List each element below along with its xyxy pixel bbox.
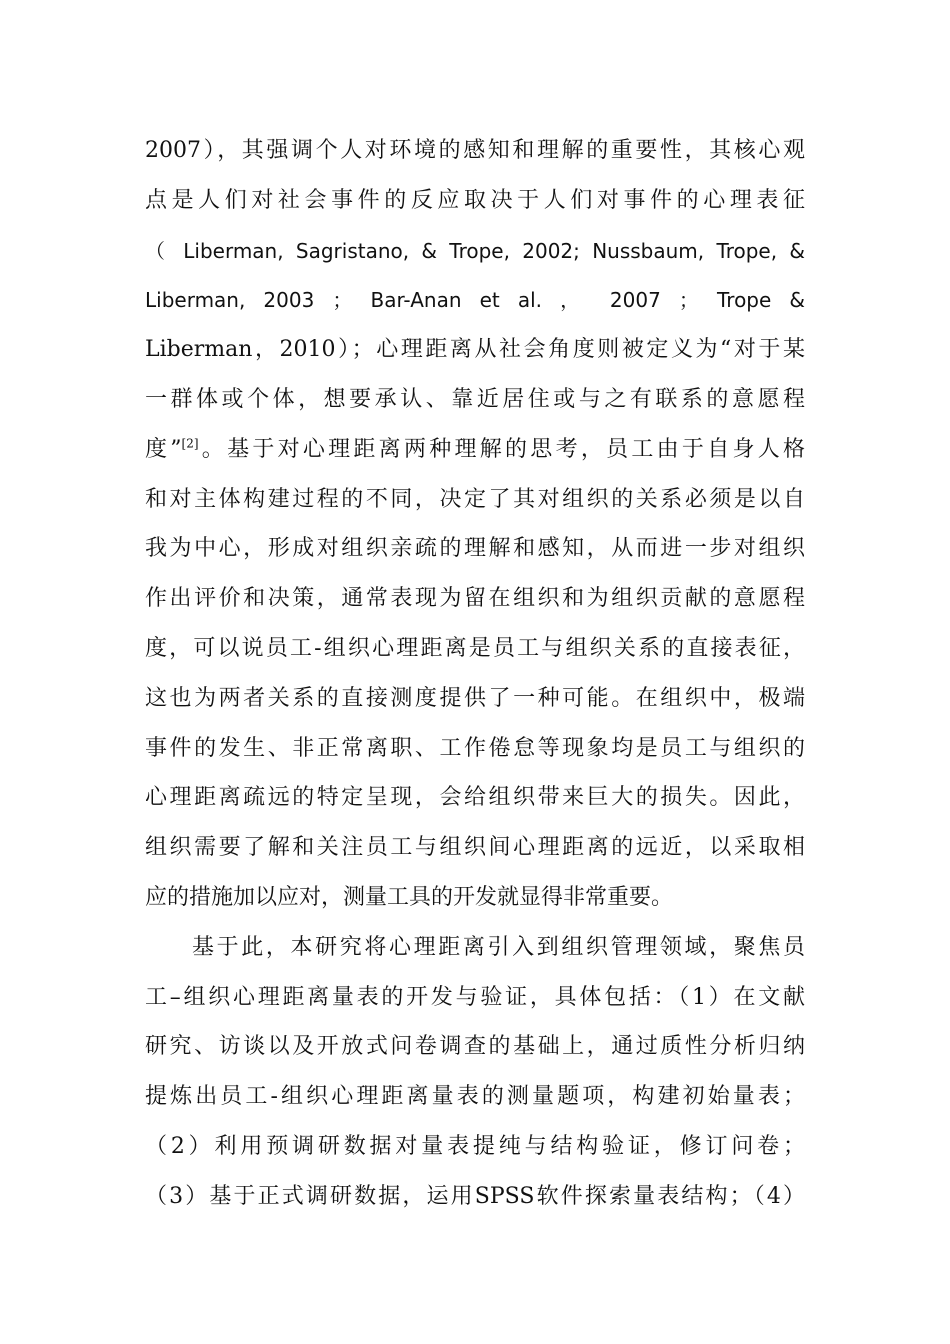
text-line-content: 应的措施加以应对，测量工具的开发就显得非常重要。 [145, 885, 674, 910]
text-line [145, 532, 805, 566]
text-line [145, 283, 805, 317]
text-line-content: 这也为两者关系的直接测度提供了一种可能。在组织中，极端 [145, 686, 805, 711]
text-line-content: 事件的发生、非正常离职、工作倦怠等现象均是员工与组织的 [145, 736, 805, 761]
text-line-content: （ Liberman, Sagristano, & Trope, 2002; Nussbaum, Trope, & [145, 239, 805, 263]
text-line-content: 度” [145, 437, 182, 462]
text-line [145, 483, 805, 517]
text-line-content: 基于此，本研究将心理距离引入到组织管理领域，聚焦员 [192, 935, 805, 960]
text-line [145, 781, 805, 815]
text-line [145, 1030, 805, 1064]
text-line [145, 333, 805, 367]
text-line [145, 732, 805, 766]
text-line-content: 度，可以说员工-组织心理距离是员工与组织关系的直接表征， [145, 636, 805, 661]
text-line-content: Liberman，2010）；心理距离从社会角度则被定义为“对于某 [145, 337, 805, 362]
text-line-continuation: 。基于对心理距离两种理解的思考，员工由于自身人格 [198, 437, 805, 462]
text-line [145, 881, 805, 915]
text-line [192, 931, 805, 965]
text-line-content: （3）基于正式调研数据，运用SPSS软件探索量表结构；（4） [145, 1184, 805, 1209]
text-line-content: 2007），其强调个人对环境的感知和理解的重要性，其核心观 [145, 138, 805, 163]
text-line [145, 981, 805, 1015]
text-line-content: 和对主体构建过程的不同，决定了其对组织的关系必须是以自 [145, 487, 805, 512]
text-line [145, 1130, 805, 1164]
text-line-content: 工–组织心理距离量表的开发与验证，具体包括：（1）在文献 [145, 985, 805, 1010]
text-line [145, 134, 805, 168]
text-line [145, 632, 805, 666]
text-line-content: 作出评价和决策，通常表现为留在组织和为组织贡献的意愿程 [145, 586, 805, 611]
text-line-content: 一群体或个体，想要承认、靠近居住或与之有联系的意愿程 [145, 387, 805, 412]
text-line-content: 点是人们对社会事件的反应取决于人们对事件的心理表征 [145, 188, 805, 213]
text-line [145, 1080, 805, 1114]
text-line [145, 383, 805, 417]
text-line [145, 1180, 805, 1214]
text-line [145, 682, 805, 716]
text-line [145, 184, 805, 218]
text-line [145, 433, 805, 467]
text-line-content: 我为中心，形成对组织亲疏的理解和感知，从而进一步对组织 [145, 536, 805, 561]
text-line-content: 组织需要了解和关注员工与组织间心理距离的远近，以采取相 [145, 835, 805, 860]
text-line-content: 提炼出员工-组织心理距离量表的测量题项，构建初始量表； [145, 1084, 805, 1109]
text-line [145, 234, 805, 268]
text-line-content: （2）利用预调研数据对量表提纯与结构验证，修订问卷； [145, 1134, 805, 1159]
text-line-content: 心理距离疏远的特定呈现，会给组织带来巨大的损失。因此， [145, 785, 805, 810]
citation-superscript: [2] [181, 436, 199, 451]
text-line-content: 研究、访谈以及开放式问卷调查的基础上，通过质性分析归纳 [145, 1034, 805, 1059]
text-line [145, 582, 805, 616]
text-line [145, 831, 805, 865]
text-line-content: Liberman, 2003 ； Bar-Anan et al. ， 2007 ； Trope & [145, 288, 805, 312]
